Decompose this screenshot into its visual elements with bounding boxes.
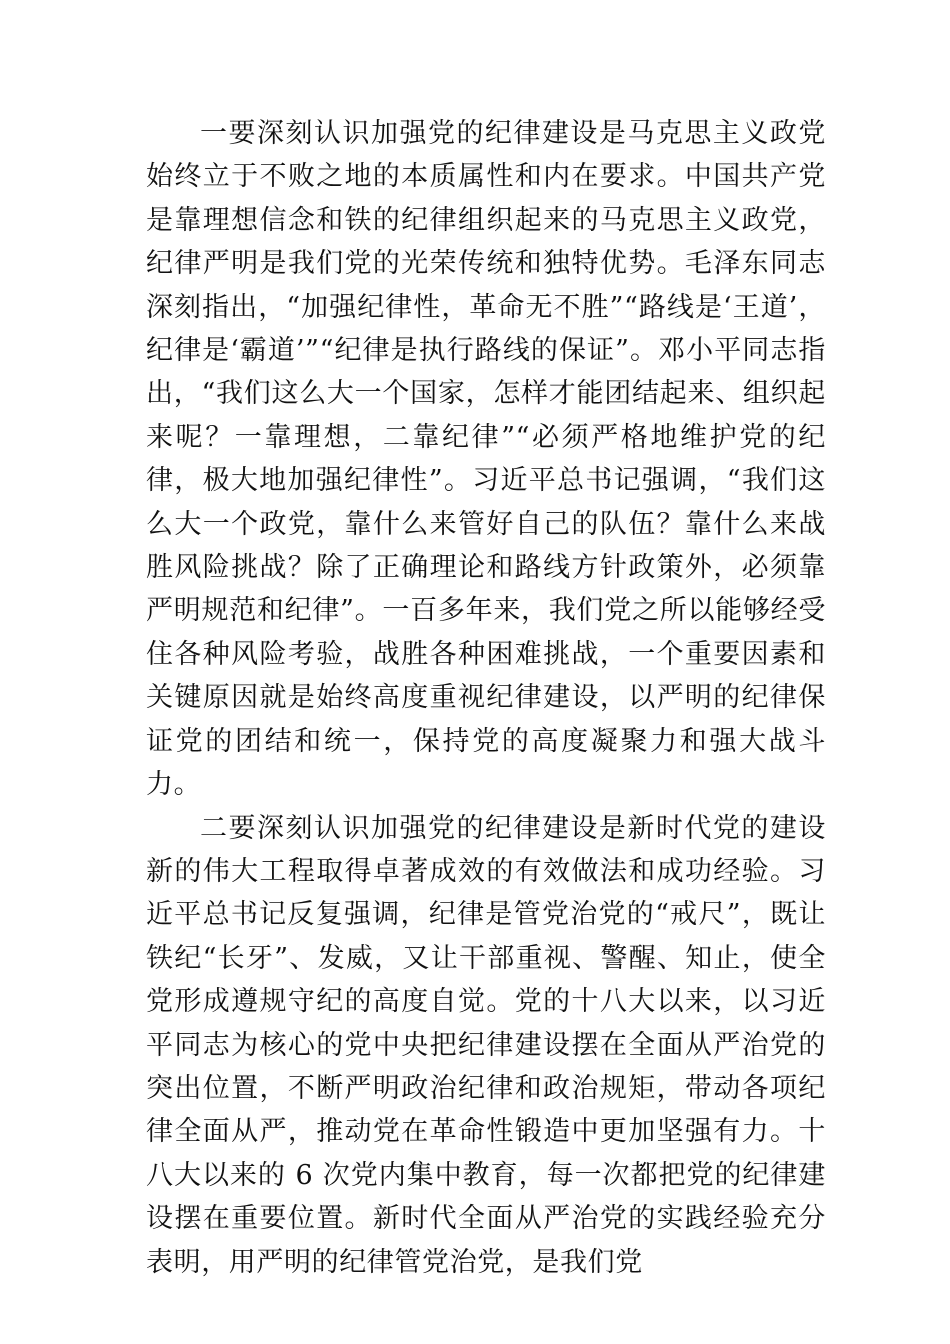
document-body [146,112,826,1284]
paragraph-1: 一要深刻认识加强党的纪律建设是马克思主义政党始终立于不败之地的本质属性和内在要求。中国共产党是靠理想信念和铁的纪律组织起来的马克思主义政党，纪律严明是我们党的光荣传统和独特优势。毛泽东同志深刻指出，“加强纪律性，革命无不胜”“路线是‘王道’，纪律是‘霸道’”“纪律是执行路线的保证”。邓小平同志指出，“我们这么大一个国家，怎样才能团结起来、组织起来呢？一靠理想，二靠纪律”“必须严格地维护党的纪律，极大地加强纪律性”。习近平总书记强调，“我们这么大一个政党，靠什么来管好自己的队伍？靠什么来战胜风险挑战？除了正确理论和路线方针政策外，必须靠严明规范和纪律”。一百多年来，我们党之所以能够经受住各种风险考验，战胜各种困难挑战，一个重要因素和关键原因就是始终高度重视纪律建设，以严明的纪律保证党的团结和统一，保持党的高度凝聚力和强大战斗力。 [146,118,826,801]
paragraph-2: 二要深刻认识加强党的纪律建设是新时代党的建设新的伟大工程取得卓著成效的有效做法和成功经验。习近平总书记反复强调，纪律是管党治党的“戒尺”，既让铁纪“长牙”、发威，又让干部重视、警醒、知止，使全党形成遵规守纪的高度自觉。党的十八大以来，以习近平同志为核心的党中央把纪律建设摆在全面从严治党的突出位置，不断严明政治纪律和政治规矩，带动各项纪律全面从严，推动党在革命性锻造中更加坚强有力。十八大以来的 6 次党内集中教育，每一次都把党的纪律建设摆在重要位置。新时代全面从严治党的实践经验充分表明，用严明的纪律管党治党，是我们党 [146,812,826,1278]
